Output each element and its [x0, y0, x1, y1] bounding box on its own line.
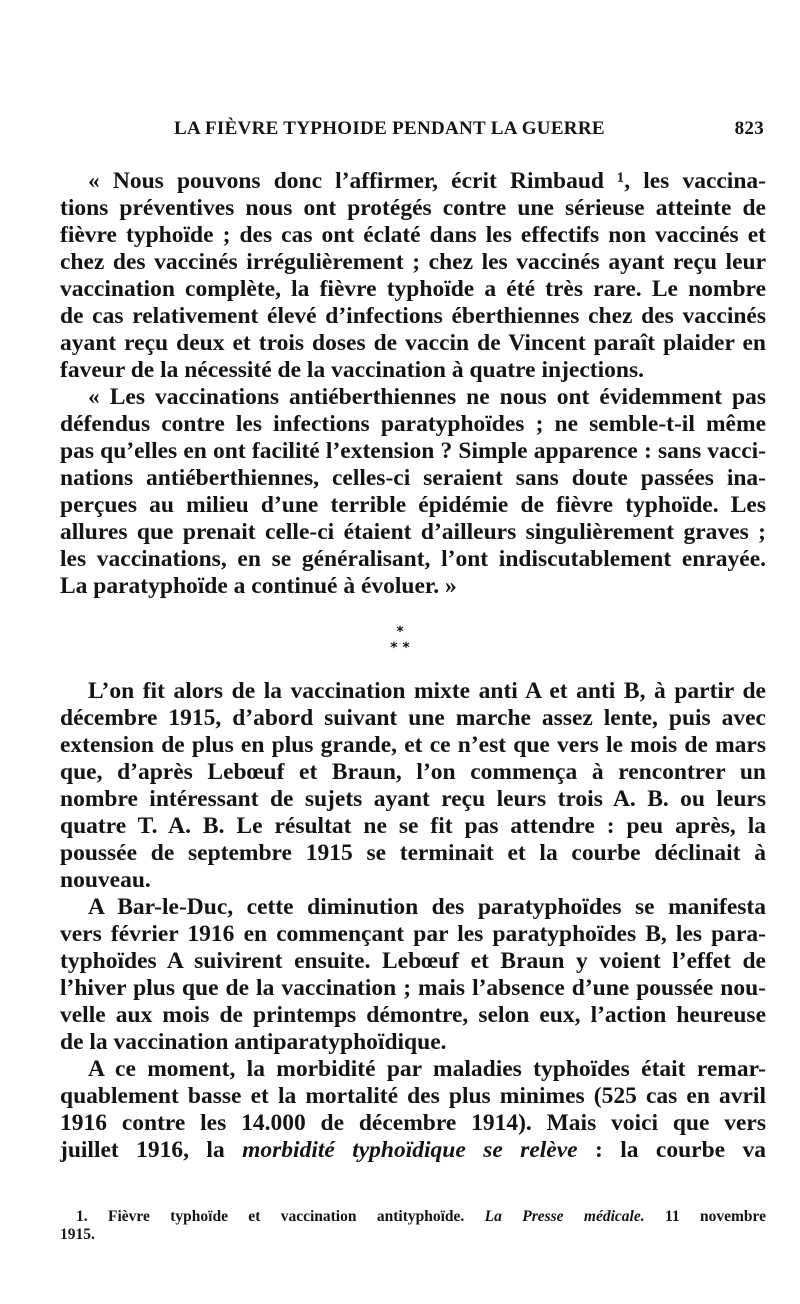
text-line: « Les vaccinations antiéberthiennes ne nous ont évidemment pas [88, 384, 766, 410]
text-line: ayant reçu deux et trois doses de vaccin de Vincent paraît plaider en [60, 330, 766, 356]
text-line: allures que prenait celle-ci étaient d’ailleurs singulièrement graves ; [60, 519, 766, 545]
text-line: faveur de la nécessité de la vaccination à quatre injections. [60, 357, 644, 383]
running-title: LA FIÈVRE TYPHOIDE PENDANT LA GUERRE [174, 118, 605, 139]
text-line: pas qu’elles en ont facilité l’extension ? Simple apparence : sans vacci- [60, 438, 766, 464]
text-line: nations antiéberthiennes, celles-ci seraient sans doute passées ina- [60, 465, 766, 491]
text-run: juillet 1916, la [60, 1137, 243, 1163]
text-line: les vaccinations, en se généralisant, l’ont indiscutablement enrayée. [60, 546, 766, 572]
text-line: perçues au milieu d’une terrible épidémie de fièvre typhoïde. Les [60, 492, 766, 518]
text-line: nombre intéressant de sujets ayant reçu leurs trois A. B. ou leurs [60, 786, 766, 812]
text-line: poussée de septembre 1915 se terminait et la courbe déclinait à [60, 840, 766, 866]
running-header [174, 118, 764, 142]
text-line-with-italic [60, 1135, 766, 1165]
text-line: que, d’après Lebœuf et Braun, l’on commença à rencontrer un [60, 759, 766, 785]
text-line: fièvre typhoïde ; des cas ont éclaté dans les effectifs non vaccinés et [60, 222, 766, 248]
text-line: défendus contre les infections paratyphoïdes ; ne semble-t-il même [60, 411, 766, 437]
italic-emphasis: morbidité typhoïdique se relève [242, 1137, 578, 1163]
footnote-line: 1915. [60, 1226, 95, 1243]
section-separator-asterism: * * * [390, 624, 410, 656]
text-line: velle aux mois de printemps démontre, selon eux, l’action heureuse [60, 1002, 766, 1028]
footnote-text: 1. Fièvre typhoïde et vaccination antityphoïde. [76, 1208, 485, 1225]
text-line: l’hiver plus que de la vaccination ; mais l’absence d’une poussée nou- [60, 975, 766, 1001]
text-line: de cas relativement élevé d’infections éberthiennes chez des vaccinés [60, 303, 766, 329]
page-number: 823 [734, 118, 764, 139]
text-line: quablement basse et la mortalité des plus minimes (525 cas en avril [60, 1083, 766, 1109]
text-line: typhoïdes A suivirent ensuite. Lebœuf et Braun y voient l’effet de [60, 948, 766, 974]
text-line: de la vaccination antiparatyphoïdique. [60, 1029, 447, 1055]
text-line: quatre T. A. B. Le résultat ne se fit pas attendre : peu après, la [60, 813, 766, 839]
text-line: décembre 1915, d’abord suivant une marche assez lente, puis avec [60, 705, 766, 731]
text-line: nouveau. [60, 867, 151, 893]
text-run: : la courbe va [577, 1137, 766, 1163]
text-line: vaccination complète, la fièvre typhoïde a été très rare. Le nombre [60, 276, 766, 302]
text-line: La paratyphoïde a continué à évoluer. » [60, 573, 457, 599]
text-line: tions préventives nous ont protégés contre une sérieuse atteinte de [60, 195, 766, 221]
text-line: « Nous pouvons donc l’affirmer, écrit Rimbaud ¹, les vaccina- [88, 168, 766, 194]
journal-title: La Presse médicale. [484, 1208, 645, 1225]
footnote-line [76, 1207, 766, 1227]
text-line: chez des vaccinés irrégulièrement ; chez les vaccinés ayant reçu leur [60, 249, 766, 275]
text-line: vers février 1916 en commençant par les paratyphoïdes B, les para- [60, 921, 766, 947]
text-line: A Bar-le-Duc, cette diminution des paratyphoïdes se manifesta [88, 894, 766, 920]
text-line: extension de plus en plus grande, et ce n’est que vers le mois de mars [60, 732, 766, 758]
text-line: A ce moment, la morbidité par maladies typhoïdes était remar- [88, 1056, 766, 1082]
text-line: 1916 contre les 14.000 de décembre 1914). Mais voici que vers [60, 1110, 766, 1136]
footnote-date: 11 novembre [644, 1208, 766, 1225]
text-line: L’on fit alors de la vaccination mixte anti A et anti B, à partir de [88, 678, 766, 704]
